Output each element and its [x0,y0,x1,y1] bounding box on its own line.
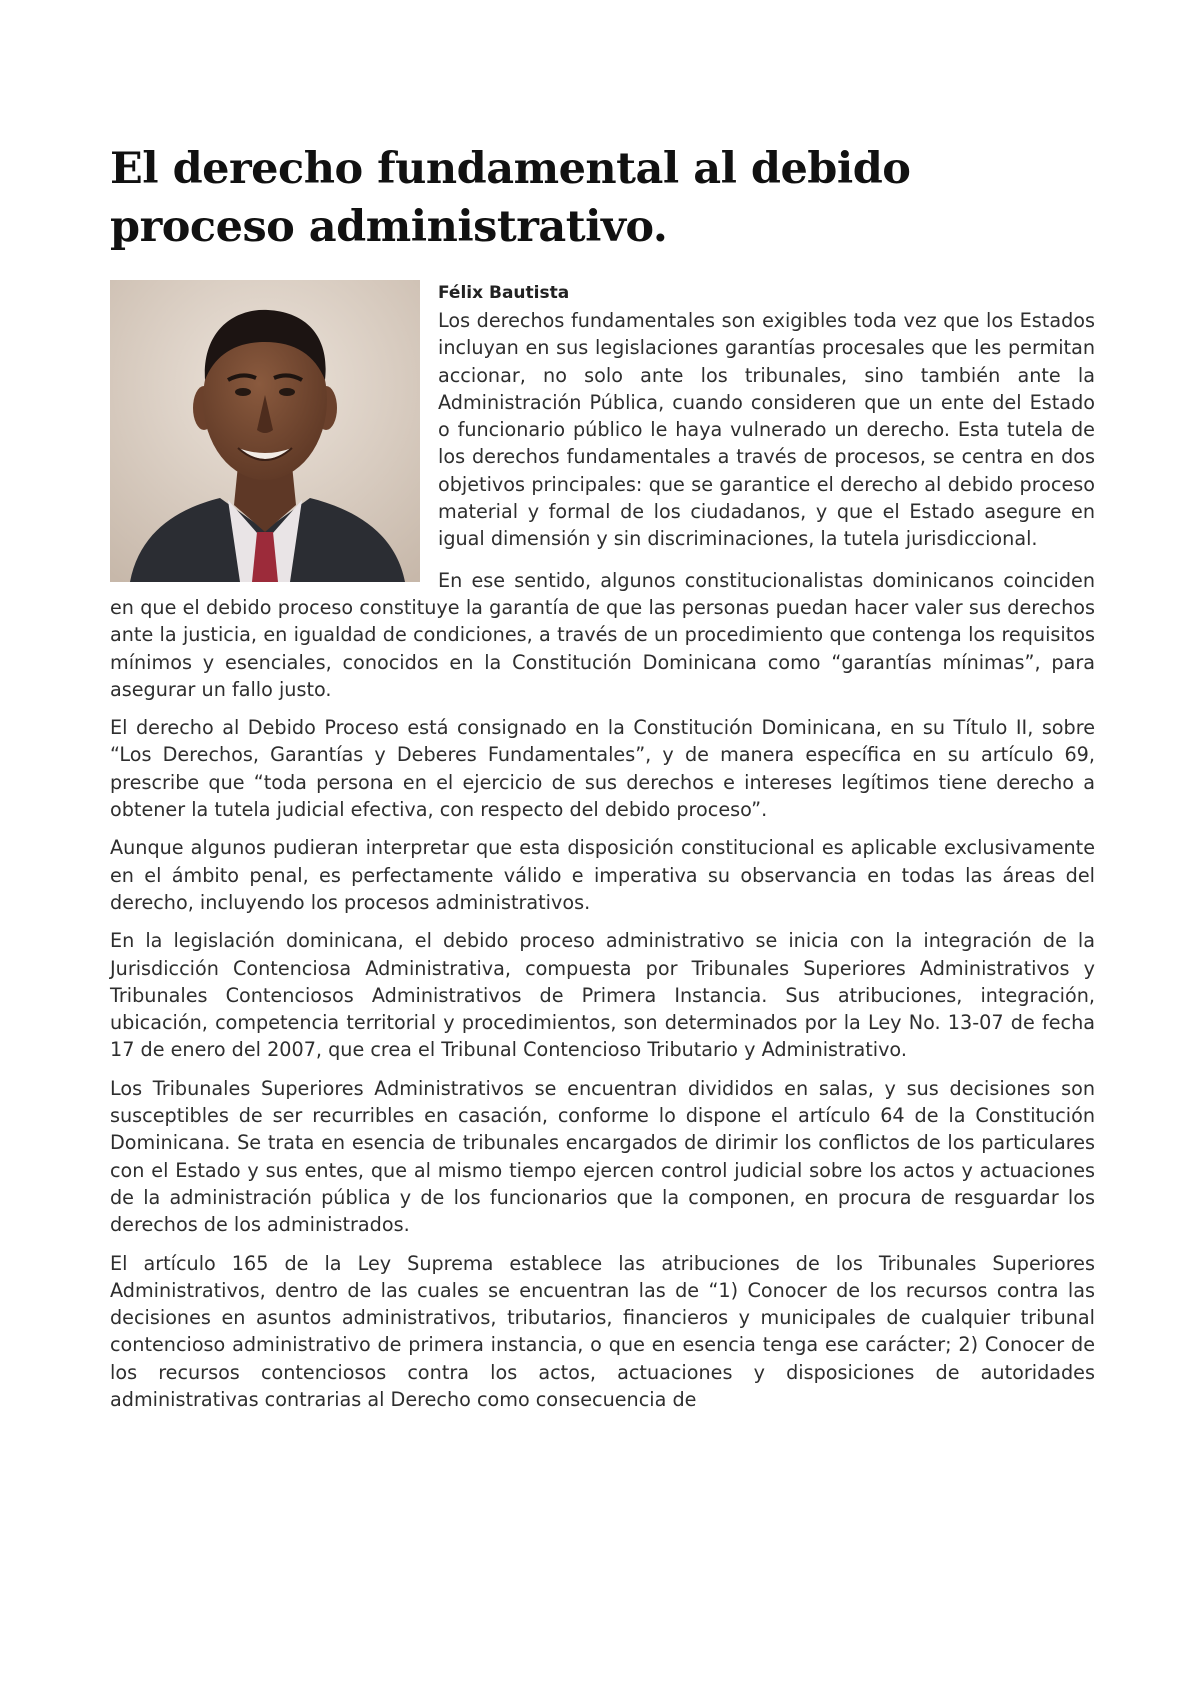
paragraph: Aunque algunos pudieran interpretar que esta disposición constitucional es aplicable exclusivamente en el ámbito penal, es perfectamente válido e imperativa su observancia en todas las áreas del derecho, incluyendo los procesos administrativos. [110,836,1095,914]
paragraph: Los Tribunales Superiores Administrativos se encuentran divididos en salas, y sus decisiones son susceptibles de ser recurribles en casación, conforme lo dispone el artículo 64 de la Constitución Dominicana. Se trata en esencia de tribunales encargados de dirimir los conflictos de los particulares con el Estado y sus entes, que al mismo tiempo ejercen control judicial sobre los actos y actuaciones de la administración pública y de los funcionarios que la componen, en procura de resguardar los derechos de los administrados. [110,1076,1095,1237]
paragraph: En ese sentido, algunos constitucionalistas dominicanos coinciden en que el debido proceso constituye la garantía de que las personas puedan hacer valer sus derechos ante la justicia, en igualdad de condiciones, a través de un procedimiento que contenga los requisitos mínimos y esenciales, conocidos en la Constitución Dominicana como “garantías mínimas”, para asegurar un fallo justo. [110,568,1095,701]
paragraph: Los derechos fundamentales son exigibles toda vez que los Estados incluyan en sus legislaciones garantías procesales que les permitan accionar, no solo ante los tribunales, sino también ante la Administración Pública, cuando consideren que un ente del Estado o funcionario público le haya vulnerado un derecho. Esta tutela de los derechos fundamentales a través de procesos, se centra en dos objetivos principales: que se garantice el derecho al debido proceso material y formal de los ciudadanos, y que el Estado asegure en igual dimensión y sin discriminaciones, la tutela jurisdiccional. [438,309,1095,551]
author-photo [110,280,420,582]
article [110,140,1095,1424]
author-name: Félix Bautista [438,283,570,303]
paragraph: El derecho al Debido Proceso está consignado en la Constitución Dominicana, en su Título II, sobre “Los Derechos, Garantías y Deberes Fundamentales”, y de manera específica en su artículo 69, prescribe que “toda persona en el ejercicio de sus derechos e intereses legítimos tiene derecho a obtener la tutela judicial efectiva, con respecto del debido proceso”. [110,716,1095,822]
article-title: El derecho fundamental al debido proceso administrativo. [110,144,911,252]
paragraph: En la legislación dominicana, el debido proceso administrativo se inicia con la integración de la Jurisdicción Contenciosa Administrativa, compuesta por Tribunales Superiores Administrativos y Tribunales Contenciosos Administrativos de Primera Instancia. Sus atribuciones, integración, ubicación, competencia territorial y procedimientos, son determinados por la Ley No. 13-07 de fecha 17 de enero del 2007, que crea el Tribunal Contencioso Tributario y Administrativo. [110,929,1095,1062]
paragraph: El artículo 165 de la Ley Suprema establece las atribuciones de los Tribunales Superiores Administrativos, dentro de las cuales se encuentran las de “1) Conocer de los recursos contra las decisiones en asuntos administrativos, tributarios, financieros y municipales de cualquier tribunal contencioso administrativo de primera instancia, o que en esencia tenga ese carácter; 2) Conocer de los recursos contenciosos contra los actos, actuaciones y disposiciones de autoridades administrativas contrarias al Derecho como consecuencia de [110,1251,1095,1411]
